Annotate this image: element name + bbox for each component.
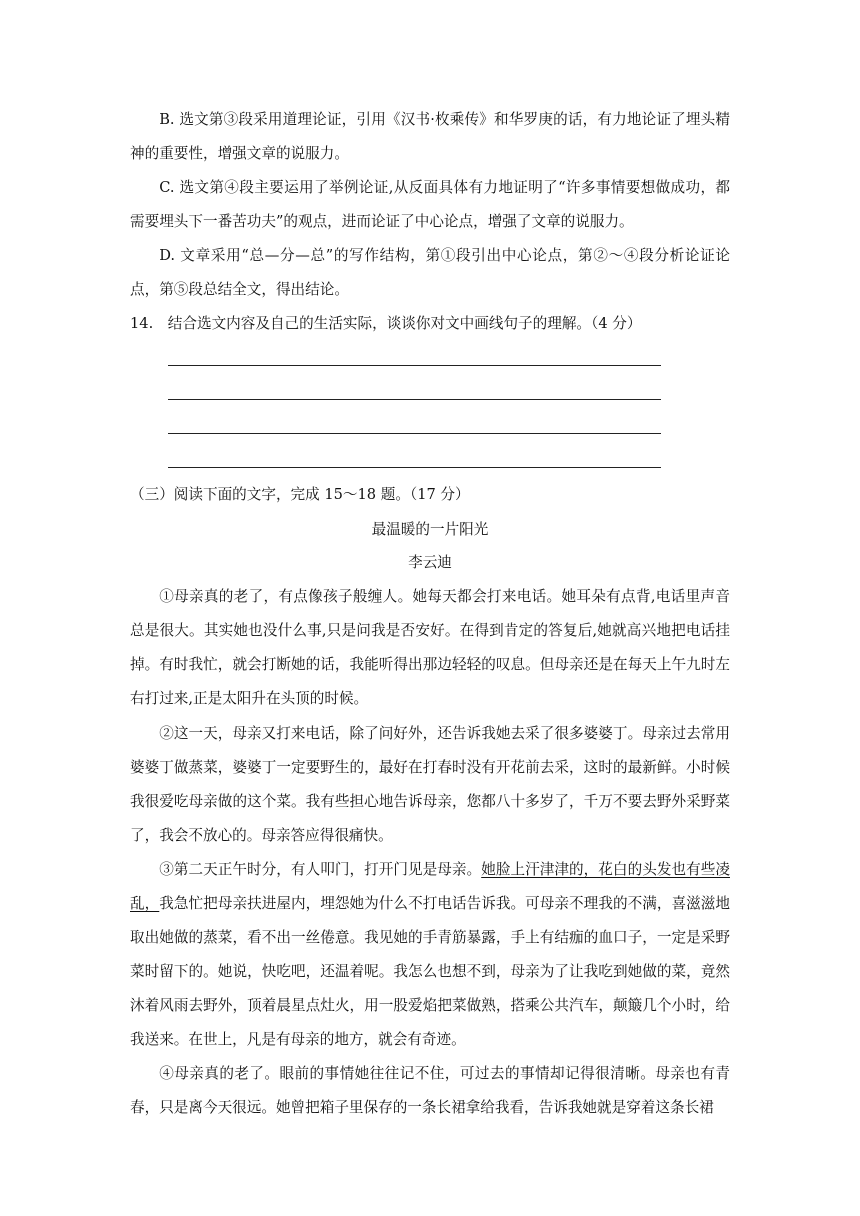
answer-line-2[interactable] (168, 399, 661, 400)
underlined-sentence: 她脸上汗津津的，花白的头发也有些凌乱， (130, 861, 730, 912)
question-14: 14. 结合选文内容及自己的生活实际，谈谈你对文中画线句子的理解。（4 分） (130, 315, 642, 332)
paragraph-1: ①母亲真的老了，有点像孩子般缠人。她每天都会打来电话。她耳朵有点背,电话里声音总是很大。其实她也没什么事,只是问我是否安好。在得到肯定的答复后,她就高兴地把电话挂掉。有时我忙，就会打断她的话，我能听得出那边轻轻的叹息。但母亲还是在每天上午九时左右打过来,正是太阳升在头顶的时候。 (130, 588, 730, 707)
answer-line-3[interactable] (168, 433, 661, 434)
answer-line-4[interactable] (168, 467, 661, 468)
option-b: B. 选文第③段采用道理论证，引用《汉书·枚乘传》和华罗庚的话，有力地论证了埋头精神的重要性，增强文章的说服力。 (130, 111, 730, 162)
paragraph-3 (130, 853, 730, 1057)
article-author: 李云迪 (408, 554, 452, 571)
paragraph-4: ④母亲真的老了。眼前的事情她往往记不住，可过去的事情却记得很清晰。母亲也有青春，只是离今天很远。她曾把箱子里保存的一条长裙拿给我看，告诉我她就是穿着这条长裙 (130, 1065, 730, 1116)
paragraph-3-rest: 我急忙把母亲扶进屋内，埋怨她为什么不打电话告诉我。可母亲不理我的不满，喜滋滋地取出她做的蒸菜，看不出一丝倦意。我见她的手青筋暴露，手上有结痂的血口子，一定是采野菜时留下的。她说，快吃吧，还温着呢。我怎么也想不到，母亲为了让我吃到她做的菜，竟然沐着风雨去野外，顶着晨星点灶火，用一股爱焰把菜做熟，搭乘公共汽车，颠簸几个小时，给我送来。在世上，凡是有母亲的地方，就会有奇迹。 (130, 895, 730, 1048)
option-d: D. 文章采用“总—分—总”的写作结构，第①段引出中心论点，第②～④段分析论证论点，第⑤段总结全文，得出结论。 (130, 247, 730, 298)
paragraph-2: ②这一天，母亲又打来电话，除了问好外，还告诉我她去采了很多婆婆丁。母亲过去常用婆婆丁做蒸菜，婆婆丁一定要野生的，最好在打春时没有开花前去采，这时的最新鲜。小时候我很爱吃母亲做的这个菜。我有些担心地告诉母亲，您都八十多岁了，千万不要去野外采野菜了，我会不放心的。母亲答应得很痛快。 (130, 725, 730, 844)
section-heading: （三）阅读下面的文字，完成 15～18 题。（17 分） (130, 486, 470, 503)
article-title: 最温暖的一片阳光 (371, 521, 489, 538)
answer-line-1[interactable] (168, 365, 661, 366)
paragraph-3-start: ③第二天正午时分，有人叩门，打开门见是母亲。 (159, 861, 482, 878)
option-c: C. 选文第④段主要运用了举例论证,从反面具体有力地证明了“许多事情要想做成功，都需要埋头下一番苦功夫”的观点，进而论证了中心论点，增强了文章的说服力。 (130, 179, 730, 230)
